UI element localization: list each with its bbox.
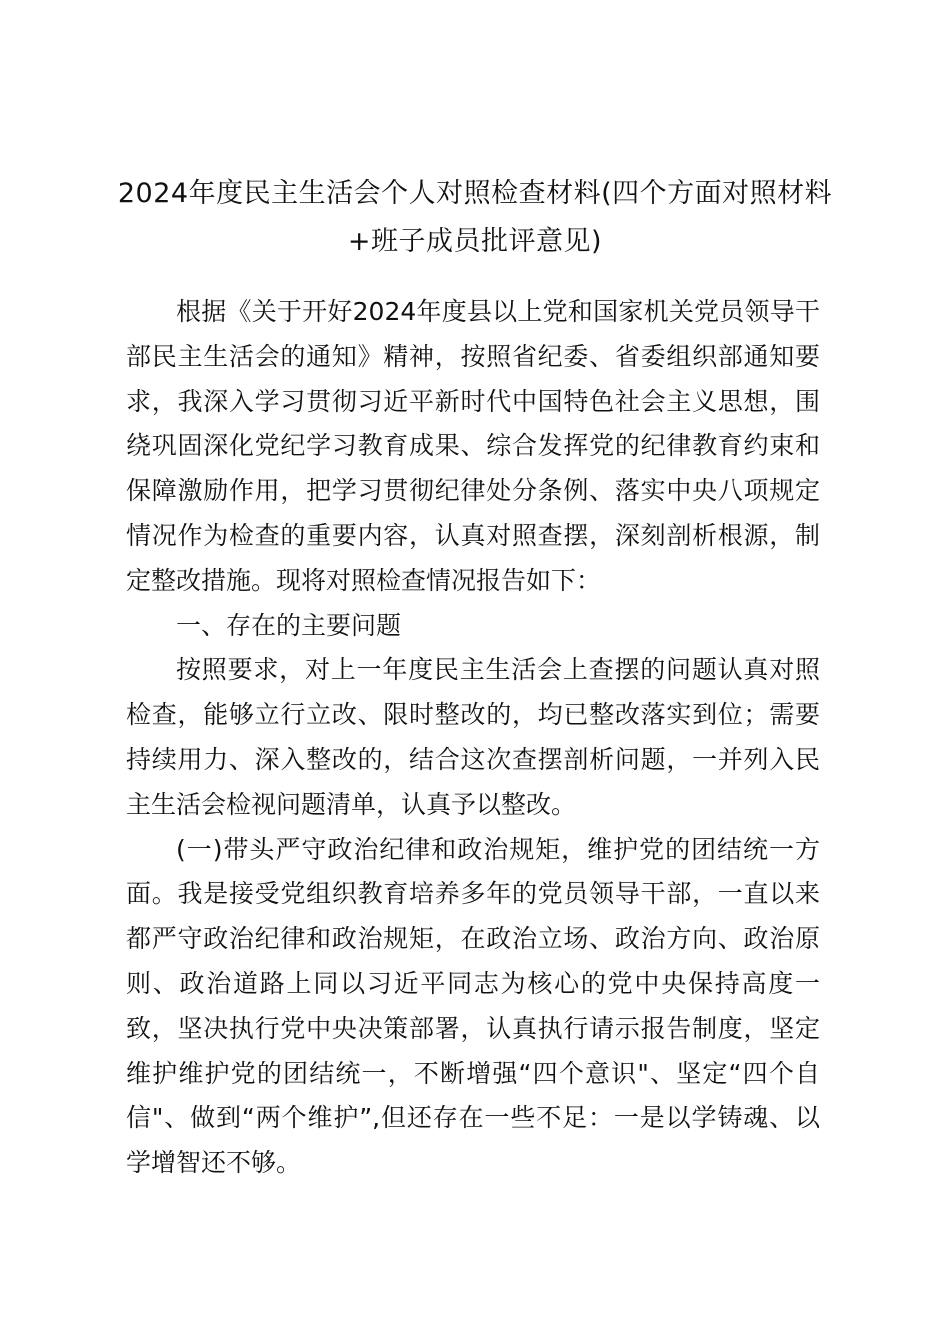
document-body xyxy=(126,290,820,1186)
paragraph-review: 按照要求，对上一年度民主生活会上查摆的问题认真对照检查，能够立行立改、限时整改的，均已整改落实到位；需要持续用力、深入整改的，结合这次查摆剖析问题，一并列入民主生活会检视问题清单，认真予以整改。 xyxy=(126,655,820,819)
paragraph-intro: 根据《关于开好2024年度县以上党和国家机关党员领导干部民主生活会的通知》精神，按照省纪委、省委组织部通知要求，我深入学习贯彻习近平新时代中国特色社会主义思想，围绕巩固深化党纪学习教育成果、综合发挥党的纪律教育约束和保障激励作用，把学习贯彻纪律处分条例、落实中央八项规定情况作为检查的重要内容，认真对照查摆，深刻剖析根源，制定整改措施。现将对照检查情况报告如下： xyxy=(126,297,820,595)
document-title: 2024年度民主生活会个人对照检查材料(四个方面对照材料+班子成员批评意见) xyxy=(117,178,833,257)
paragraph-political-discipline: (一)带头严守政治纪律和政治规矩，维护党的团结统一方面。我是接受党组织教育培养多年的党员领导干部，一直以来都严守政治纪律和政治规矩，在政治立场、政治方向、政治原则、政治道路上同以习近平同志为核心的党中央保持高度一致，坚决执行党中央决策部署，认真执行请示报告制度，坚定维护维护党的团结统一，不断增强“四个意识"、坚定“四个自信"、做到“两个维护”,但还存在一些不足：一是以学铸魂、以学增智还不够。 xyxy=(126,834,820,1178)
section-heading: 一、存在的主要问题 xyxy=(176,610,402,640)
